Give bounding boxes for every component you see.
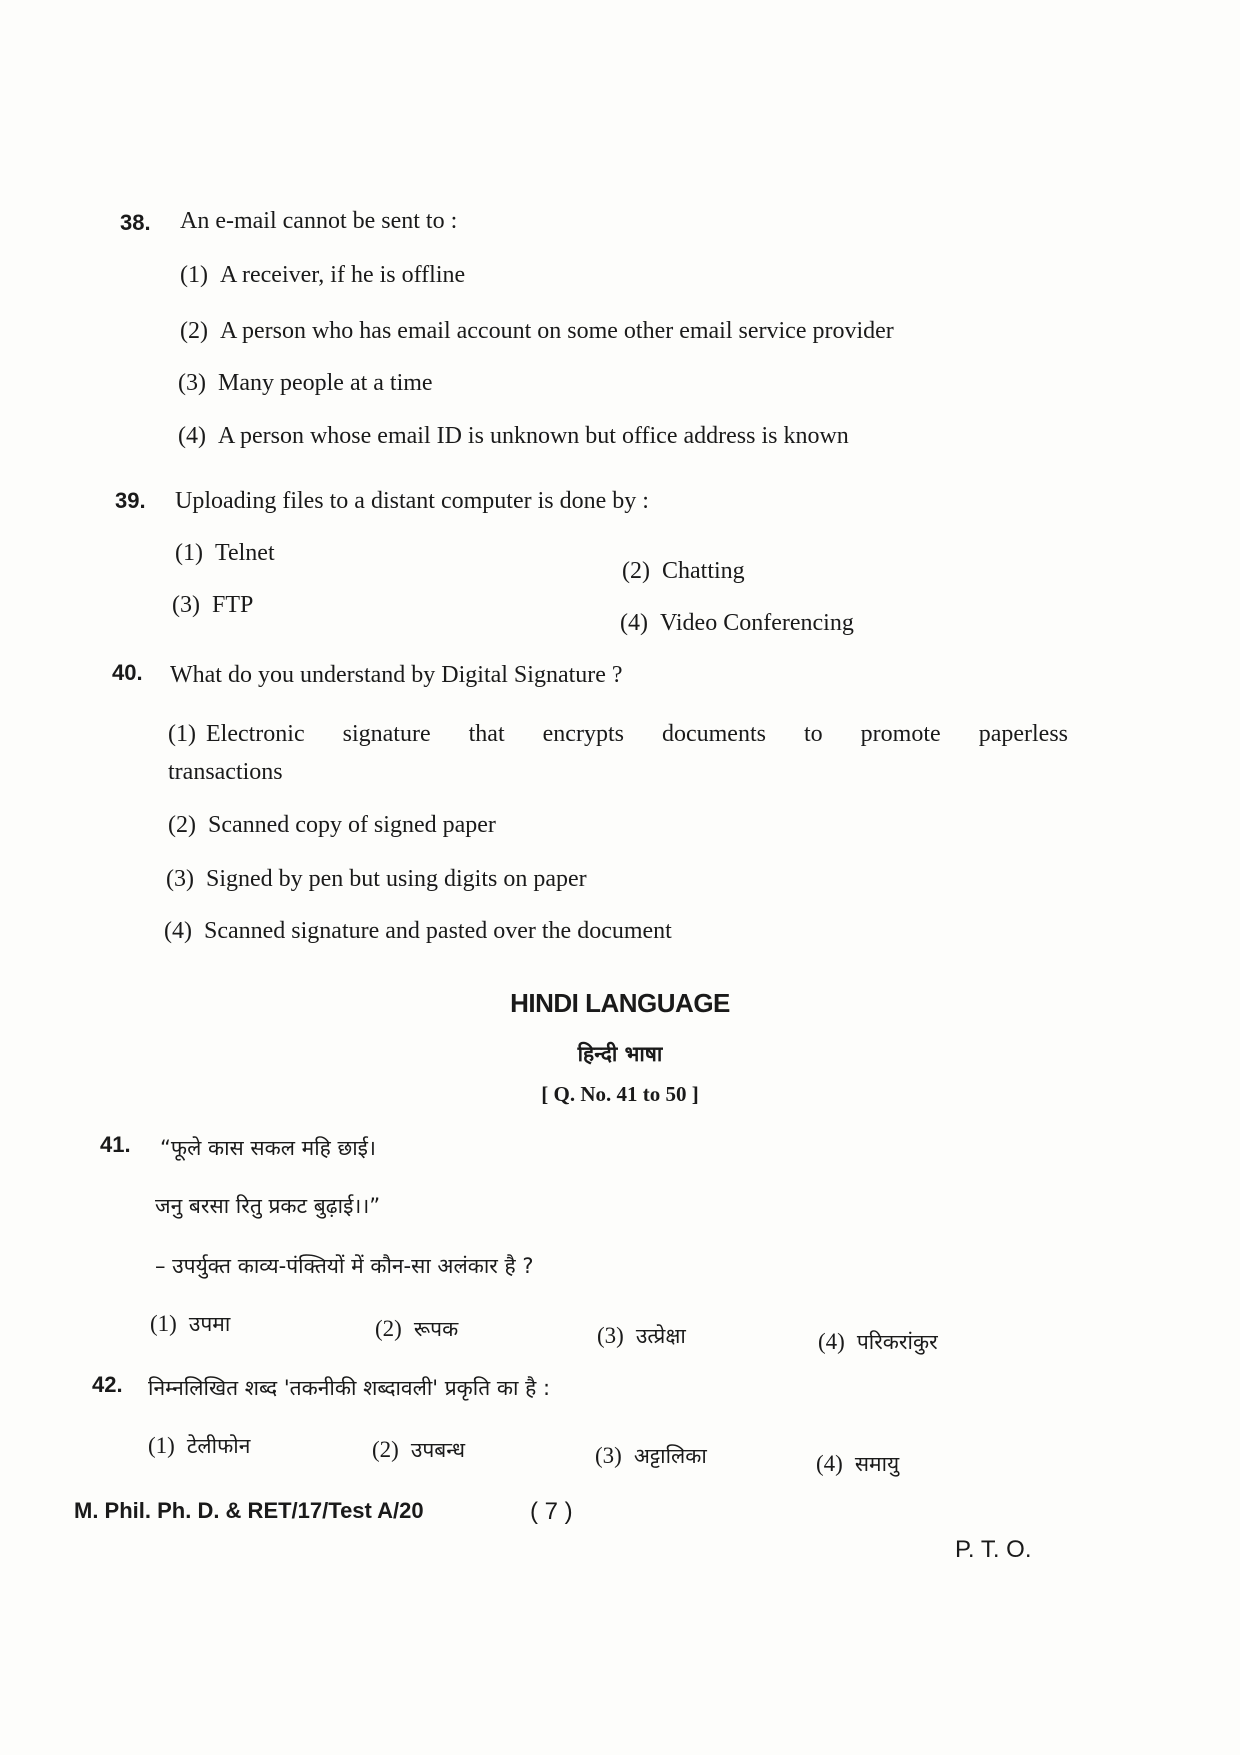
option-4 [178,423,849,450]
verse-line-2: जनु बरसा रितु प्रकट बुढ़ाई।।” [155,1194,381,1218]
option-number: (3) [597,1323,624,1348]
option-3 [178,370,433,397]
option-number: (1) [168,721,196,747]
question-number: 38. [120,210,151,235]
section-range: [ Q. No. 41 to 50 ] [541,1082,699,1106]
option-1 [148,1432,250,1460]
option-number: (2) [180,318,208,344]
please-turn-over: P. T. O. [955,1536,1032,1563]
option-text: Scanned copy of signed paper [207,812,496,838]
option-text: A receiver, if he is offline [219,262,466,288]
question-number: 42. [92,1372,123,1397]
option-number: (4) [816,1451,843,1476]
option-3 [595,1442,707,1470]
option-3 [166,866,587,893]
option-3 [172,592,253,619]
option-4 [816,1450,899,1478]
option-number: (4) [818,1329,845,1354]
test-code: M. Phil. Ph. D. & RET/17/Test A/20 [74,1498,424,1523]
option-2 [622,558,745,585]
option-text: उत्प्रेक्षा [635,1324,686,1348]
option-text: उपमा [188,1312,231,1336]
option-text: A person whose email ID is unknown but office address is known [217,423,849,449]
option-text: A person who has email account on some other email service provider [219,318,894,344]
question-text: An e-mail cannot be sent to : [180,208,458,234]
option-text: Signed by pen but using digits on paper [205,866,587,892]
option-3 [597,1322,686,1350]
option-text: Electronic signature that encrypts documents to promote paperless transactions [168,721,1068,785]
option-4 [620,610,854,637]
option-2 [372,1436,465,1464]
option-text: समायु [854,1452,900,1476]
option-text: Telnet [214,540,275,566]
option-number: (1) [180,262,208,288]
option-number: (3) [166,866,194,892]
option-text: अट्टालिका [633,1444,707,1468]
option-4 [818,1328,938,1356]
option-2 [168,812,496,839]
option-number: (3) [172,592,200,618]
question-number: 39. [115,488,146,513]
option-text: टेलीफोन [186,1434,251,1458]
page-number: ( 7 ) [530,1498,573,1525]
option-number: (1) [148,1433,175,1458]
option-number: (2) [622,558,650,584]
option-number: (1) [150,1311,177,1336]
verse-line-1: “फूले कास सकल महि छाई। [160,1136,376,1160]
question-text: निम्नलिखित शब्द 'तकनीकी शब्दावली' प्रकृति का है : [148,1376,551,1400]
option-number: (2) [168,812,196,838]
question-number: 40. [112,660,143,685]
option-text: Video Conferencing [659,610,854,636]
option-number: (2) [375,1316,402,1341]
option-number: (4) [164,918,192,944]
option-1 [150,1310,230,1338]
option-number: (3) [595,1443,622,1468]
question-number: 41. [100,1132,131,1157]
option-text: FTP [211,592,254,618]
option-1 [180,262,465,289]
option-text: Scanned signature and pasted over the document [203,918,672,944]
option-number: (2) [372,1437,399,1462]
question-text: What do you understand by Digital Signature ? [170,662,623,688]
option-2 [375,1315,458,1343]
option-number: (1) [175,540,203,566]
option-2 [180,318,894,345]
option-number: (4) [178,423,206,449]
option-1 [175,540,275,567]
option-text: Many people at a time [217,370,433,396]
option-text: रूपक [413,1317,459,1341]
question-text: Uploading files to a distant computer is done by : [175,488,649,514]
option-number: (4) [620,610,648,636]
section-title: HINDI LANGUAGE [510,988,730,1018]
option-text: उपबन्ध [410,1438,465,1462]
option-text: परिकरांकुर [856,1330,938,1354]
option-1 [168,715,1068,791]
section-subtitle: हिन्दी भाषा [577,1042,663,1066]
option-4 [164,918,672,945]
question-text: – उपर्युक्त काव्य-पंक्तियों में कौन-सा अलंकार है ? [155,1254,534,1278]
option-text: Chatting [661,558,745,584]
option-number: (3) [178,370,206,396]
